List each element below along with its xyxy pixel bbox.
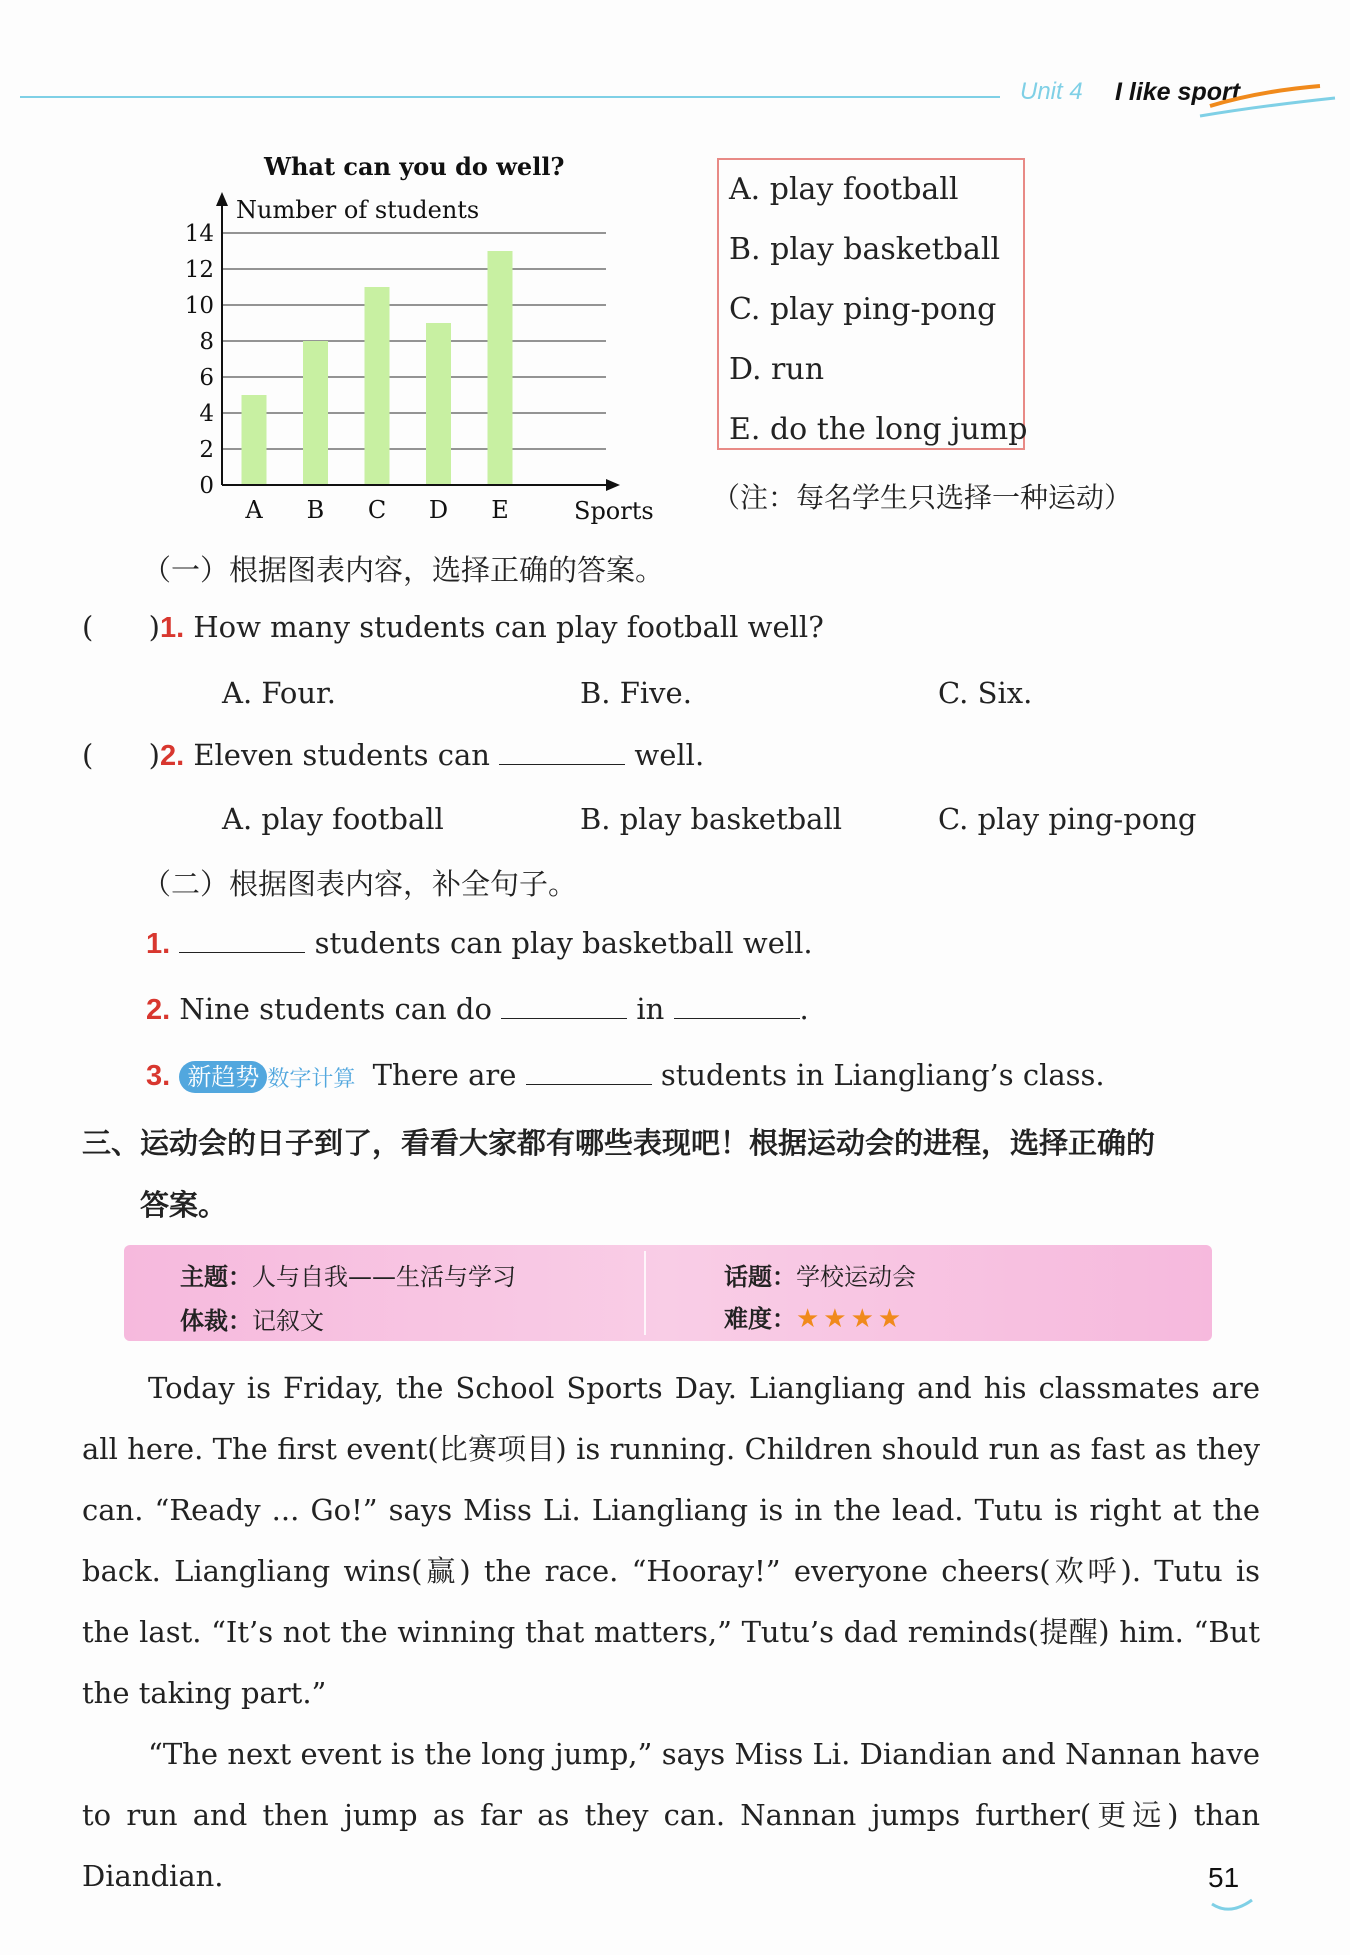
option-e: E. do the long jump xyxy=(729,412,1028,447)
chart-note: （注：每名学生只选择一种运动） xyxy=(712,481,1133,514)
theme-cell xyxy=(180,1257,516,1292)
info-band xyxy=(124,1245,1212,1341)
unit-label: Unit 4 xyxy=(1020,78,1083,105)
y-tick-label: 8 xyxy=(199,329,214,355)
sentence-text-end: . xyxy=(799,992,809,1026)
sentence-text-before: Nine students can do xyxy=(179,992,492,1026)
passage-paragraph-1: Today is Friday, the School Sports Day. Liangliang and his classmates are all here. The first event(比赛项目) is running. Children should run as fast as they can. “Ready ... Go!” says Miss Li. Liangliang is in the lead. Tutu is right at the back. Liangliang wins(赢) the race. “Hooray!” everyone cheers(欢呼). Tutu is the last. “It’s not the winning that matters,” Tutu’s dad reminds(提醒) him. “But the taking part.” xyxy=(82,1371,1260,1710)
difficulty-label: 难度： xyxy=(724,1305,796,1333)
x-tick-label: C xyxy=(367,496,387,524)
chart-title: What can you do well? xyxy=(264,152,565,181)
passage-paragraph-2: “The next event is the long jump,” says Miss Li. Diandian and Nannan have to run and then jump as far as they can. Nannan jumps further(更远) than Diandian. xyxy=(82,1737,1260,1893)
x-tick-label: E xyxy=(491,496,509,524)
bar-B xyxy=(303,341,328,485)
sentence-number: 2. xyxy=(146,994,171,1026)
question-text-after: well. xyxy=(634,738,705,772)
sentence-1 xyxy=(146,926,813,961)
sentence-text-after: students in Liangliang’s class. xyxy=(660,1058,1105,1092)
topic-label: 话题： xyxy=(724,1263,796,1291)
option-d: D. run xyxy=(729,352,825,387)
x-tick-label: D xyxy=(428,496,449,524)
theme-value: 人与自我——生活与学习 xyxy=(252,1263,516,1291)
sentence-text: students can play basketball well. xyxy=(314,926,813,960)
sentence-number: 1. xyxy=(146,928,171,960)
question-number: 2. xyxy=(159,740,185,772)
y-tick-label: 10 xyxy=(184,293,214,319)
header-swoosh-icon xyxy=(1150,86,1340,126)
answer-paren[interactable]: ( ) xyxy=(82,738,160,772)
answer-blank[interactable] xyxy=(501,992,627,1019)
digital-calc-badge: 数字计算 xyxy=(267,1066,356,1092)
question-number: 1. xyxy=(159,612,185,644)
y-axis-label: Number of students xyxy=(236,196,480,224)
genre-cell xyxy=(180,1301,324,1336)
sentence-text-before: There are xyxy=(372,1058,517,1092)
topic-cell xyxy=(724,1257,916,1292)
bar-D xyxy=(426,323,451,485)
question-text-before: Eleven students can xyxy=(193,738,490,772)
y-tick-label: 2 xyxy=(199,437,214,463)
sentence-number: 3. xyxy=(146,1060,171,1092)
answer-paren[interactable]: ( ) xyxy=(82,610,160,644)
difficulty-cell xyxy=(724,1299,905,1334)
sentence-3 xyxy=(146,1058,1105,1093)
y-tick-label: 14 xyxy=(184,221,214,247)
header-rule xyxy=(20,96,1000,98)
sentence-2 xyxy=(146,992,809,1027)
bar-E xyxy=(488,251,513,485)
unit-title: I like sport xyxy=(1115,78,1241,106)
answer-blank[interactable] xyxy=(499,738,625,765)
y-tick-label: 6 xyxy=(199,365,214,391)
info-divider xyxy=(644,1251,646,1335)
y-tick-label: 0 xyxy=(199,473,214,499)
section3-heading-line2: 答案。 xyxy=(140,1188,228,1222)
bar-C xyxy=(365,287,390,485)
option-c: C. play ping-pong xyxy=(729,292,997,327)
y-tick-label: 4 xyxy=(199,401,214,427)
section3-heading xyxy=(82,1112,1272,1236)
page-number: 51 xyxy=(1208,1862,1240,1893)
answer-blank[interactable] xyxy=(674,992,800,1019)
q1-choice-b[interactable]: B. Five. xyxy=(580,676,692,710)
x-axis-label: Sports xyxy=(574,497,654,525)
x-tick-label: A xyxy=(245,496,263,524)
sentence-text-mid: in xyxy=(636,992,665,1026)
part1-heading: （一）根据图表内容，选择正确的答案。 xyxy=(142,553,665,587)
answer-blank[interactable] xyxy=(179,926,305,953)
genre-value: 记叙文 xyxy=(252,1307,324,1335)
y-tick-label: 12 xyxy=(184,257,214,283)
q2-choice-c[interactable]: C. play ping-pong xyxy=(938,802,1197,836)
sport-options-box xyxy=(717,158,1028,450)
q1-choice-c[interactable]: C. Six. xyxy=(938,676,1033,710)
genre-label: 体裁： xyxy=(180,1307,252,1335)
new-trend-badge: 新趋势 xyxy=(179,1061,267,1093)
question-text: How many students can play football well? xyxy=(193,610,824,644)
x-axis-arrow xyxy=(606,479,620,491)
page-swoosh-icon xyxy=(1210,1898,1254,1918)
reading-passage xyxy=(82,1358,1260,1907)
topic-value: 学校运动会 xyxy=(796,1263,916,1291)
difficulty-stars-icon: ★★★★ xyxy=(796,1304,906,1334)
bar-chart xyxy=(160,190,654,530)
part2-heading: （二）根据图表内容，补全句子。 xyxy=(142,867,578,901)
question-1 xyxy=(82,610,824,645)
q1-choice-a[interactable]: A. Four. xyxy=(222,676,336,710)
y-axis-arrow xyxy=(216,192,228,206)
x-tick-label: B xyxy=(306,496,325,524)
section3-heading-line1: 三、运动会的日子到了，看看大家都有哪些表现吧！根据运动会的进程，选择正确的 xyxy=(82,1126,1156,1160)
option-a: A. play football xyxy=(729,172,959,207)
option-b: B. play basketball xyxy=(729,232,1001,267)
answer-blank[interactable] xyxy=(526,1058,652,1085)
question-2 xyxy=(82,738,704,773)
bar-A xyxy=(242,395,267,485)
q2-choice-a[interactable]: A. play football xyxy=(222,802,444,836)
theme-label: 主题： xyxy=(180,1263,252,1291)
q2-choice-b[interactable]: B. play basketball xyxy=(580,802,843,836)
